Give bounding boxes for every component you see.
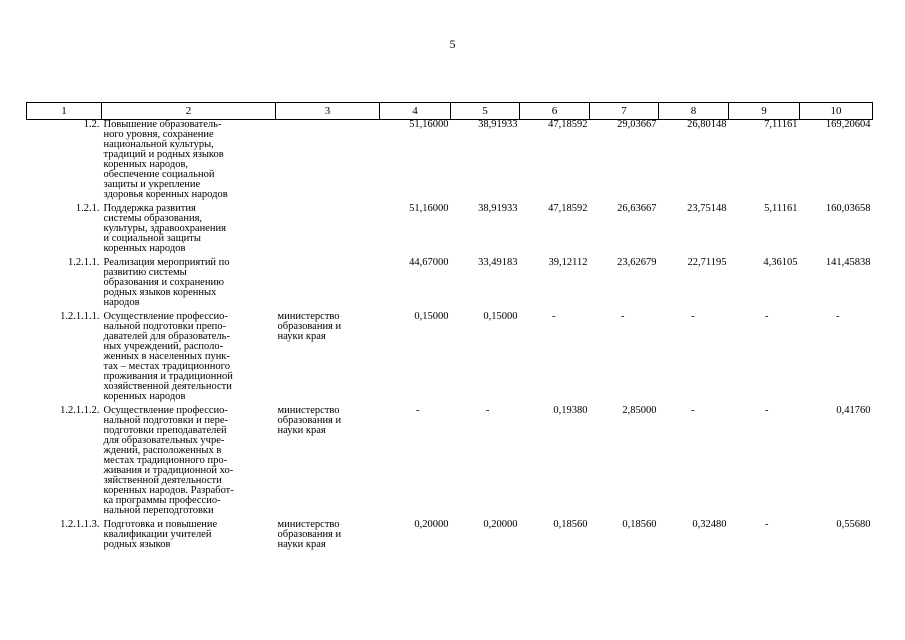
row-value-col-10: - xyxy=(836,311,840,322)
row-code: 1.2.1. xyxy=(75,203,100,214)
row-value-col-5: 33,49183 xyxy=(478,257,518,268)
column-header-7: 7 xyxy=(590,103,659,120)
row-value-col-6: 39,12112 xyxy=(548,257,588,268)
row-value-col-4: 51,16000 xyxy=(409,119,449,130)
table-header-row xyxy=(27,103,873,120)
column-header-8: 8 xyxy=(659,103,729,120)
column-header-10: 10 xyxy=(800,103,873,120)
row-value-col-8: 26,80148 xyxy=(687,119,727,130)
row-name: Осуществление профессио- нальной подготовки препо- давателей для образователь- ных учреждений, располо- женных в населенных пунк- тах – местах традиционного проживания и традиционной хозяйственной деятельности коренных народов xyxy=(103,311,233,402)
row-value-col-4: 0,20000 xyxy=(414,519,449,530)
row-value-col-6: 0,18560 xyxy=(553,519,588,530)
row-value-col-9: - xyxy=(765,519,769,530)
row-code: 1.2.1.1.3. xyxy=(60,519,100,530)
column-header-1: 1 xyxy=(27,103,102,120)
row-value-col-5: 38,91933 xyxy=(478,119,518,130)
row-value-col-4: 0,15000 xyxy=(414,311,449,322)
column-header-5: 5 xyxy=(451,103,520,120)
row-value-col-8: - xyxy=(691,405,695,416)
row-value-col-7: 29,03667 xyxy=(617,119,657,130)
column-header-6: 6 xyxy=(520,103,590,120)
row-value-col-7: 2,85000 xyxy=(622,405,657,416)
table-row xyxy=(27,520,873,554)
row-executor: министерство образования и науки края xyxy=(277,405,342,436)
row-value-col-7: 0,18560 xyxy=(622,519,657,530)
row-value-col-9: - xyxy=(765,311,769,322)
row-executor: министерство образования и науки края xyxy=(277,311,342,342)
table-row xyxy=(27,204,873,258)
row-value-col-10: 0,41760 xyxy=(836,405,871,416)
budget-table xyxy=(26,102,873,554)
row-value-col-4: 51,16000 xyxy=(409,203,449,214)
row-name: Осуществление профессио- нальной подготовки и пере- подготовки преподавателей для образовательных учре- ждений, расположенных в местах традиционного про- живания и традиционной хо- зяйственной деятельности коренных народов. Разработ- ка программы профессио- нальной переподготовки xyxy=(103,405,234,516)
row-value-col-10: 160,03658 xyxy=(825,203,871,214)
row-name: Поддержка развития системы образования, культуры, здравоохранения и социальной защиты коренных народов xyxy=(103,203,226,254)
row-code: 1.2.1.1.1. xyxy=(60,311,100,322)
row-code: 1.2. xyxy=(83,119,100,130)
row-code: 1.2.1.1. xyxy=(68,257,100,268)
row-value-col-9: - xyxy=(765,405,769,416)
column-header-2: 2 xyxy=(102,103,276,120)
row-name: Реализация мероприятий по развитию системы образования и сохранению родных языков коренных народов xyxy=(103,257,230,308)
row-value-col-4: - xyxy=(416,405,420,416)
row-executor: министерство образования и науки края xyxy=(277,519,342,550)
row-value-col-6: 47,18592 xyxy=(548,119,588,130)
row-value-col-7: 26,63667 xyxy=(617,203,657,214)
row-value-col-10: 0,55680 xyxy=(836,519,871,530)
table-row xyxy=(27,406,873,520)
row-value-col-8: 0,32480 xyxy=(692,519,727,530)
row-value-col-5: 0,15000 xyxy=(483,311,518,322)
row-value-col-8: 22,71195 xyxy=(687,257,727,268)
page-number: 5 xyxy=(449,37,456,51)
row-value-col-10: 169,20604 xyxy=(825,119,871,130)
column-header-9: 9 xyxy=(729,103,800,120)
row-name: Подготовка и повышение квалификации учителей родных языков xyxy=(103,519,218,550)
row-value-col-8: 23,75148 xyxy=(687,203,727,214)
column-header-4: 4 xyxy=(380,103,451,120)
table-row xyxy=(27,312,873,406)
column-header-3: 3 xyxy=(276,103,380,120)
table-body xyxy=(27,120,873,555)
row-value-col-4: 44,67000 xyxy=(409,257,449,268)
row-value-col-10: 141,45838 xyxy=(825,257,871,268)
row-value-col-7: 23,62679 xyxy=(617,257,657,268)
row-executor xyxy=(276,258,380,312)
row-value-col-9: 7,11161 xyxy=(764,119,798,130)
row-value-col-6: 47,18592 xyxy=(548,203,588,214)
row-value-col-6: 0,19380 xyxy=(553,405,588,416)
row-executor xyxy=(276,120,380,205)
table-row xyxy=(27,120,873,205)
row-executor xyxy=(276,204,380,258)
row-code: 1.2.1.1.2. xyxy=(60,405,100,416)
row-value-col-8: - xyxy=(691,311,695,322)
row-value-col-5: 0,20000 xyxy=(483,519,518,530)
row-value-col-5: 38,91933 xyxy=(478,203,518,214)
row-name: Повышение образователь- ного уровня, сохранение национальной культуры, традиций и родных языков коренных народов, обеспечение социальной защиты и укрепление здоровья коренных народов xyxy=(103,119,228,200)
row-value-col-9: 5,11161 xyxy=(764,203,798,214)
row-value-col-5: - xyxy=(486,405,490,416)
row-value-col-6: - xyxy=(552,311,556,322)
row-value-col-9: 4,36105 xyxy=(763,257,798,268)
table-row xyxy=(27,258,873,312)
row-value-col-7: - xyxy=(621,311,625,322)
